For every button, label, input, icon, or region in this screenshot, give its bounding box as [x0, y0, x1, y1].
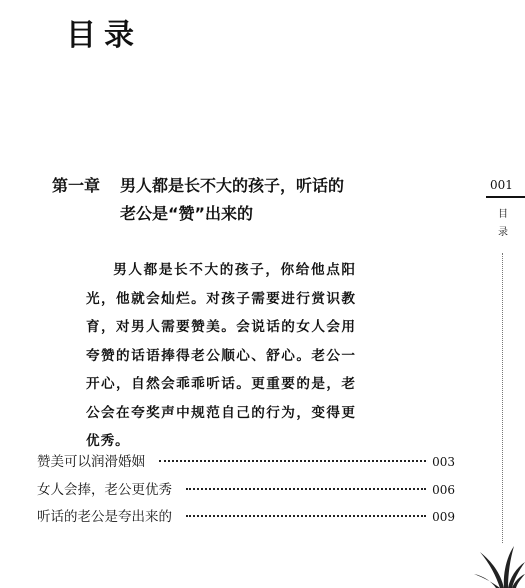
toc-entry-page: 003	[432, 455, 455, 469]
side-rule	[486, 196, 525, 198]
toc-entry-title: 听话的老公是夸出来的	[37, 509, 172, 525]
side-page-number: 001	[490, 178, 513, 192]
side-dotted-line	[502, 253, 503, 543]
chapter-title-line2: 老公是“赞”出来的	[120, 204, 254, 223]
toc-entry-title: 赞美可以润滑婚姻	[37, 454, 145, 470]
chapter-title-line1: 男人都是长不大的孩子，听话的	[120, 176, 345, 195]
toc-entry-title: 女人会捧，老公更优秀	[37, 481, 172, 498]
chapter-intro	[86, 256, 356, 456]
toc-entry-page: 009	[432, 510, 455, 524]
toc-leader-dots	[159, 460, 426, 462]
chapter-number: 第一章	[52, 176, 101, 195]
chapter-heading	[52, 172, 344, 228]
page-title: 目录	[66, 18, 142, 53]
toc-entry[interactable]	[37, 450, 455, 478]
toc-entry[interactable]	[37, 478, 455, 506]
side-label: 目录	[498, 209, 508, 238]
toc-leader-dots	[186, 488, 426, 490]
grass-decoration-icon	[470, 542, 525, 588]
intro-paragraph: 男人都是长不大的孩子，你给他点阳光，他就会灿烂。对孩子需要进行赏识教育，对男人需要赞美。会说话的女人会用夸赞的话语捧得老公顺心、舒心。老公一开心，自然会乖乖听话。更重要的是，老公会在夸奖声中规范自己的行为，变得更优秀。	[86, 262, 356, 449]
toc-list	[37, 450, 455, 533]
toc-entry[interactable]	[37, 505, 455, 533]
toc-entry-page: 006	[432, 482, 455, 497]
side-tab	[486, 178, 525, 242]
toc-leader-dots	[186, 515, 426, 517]
